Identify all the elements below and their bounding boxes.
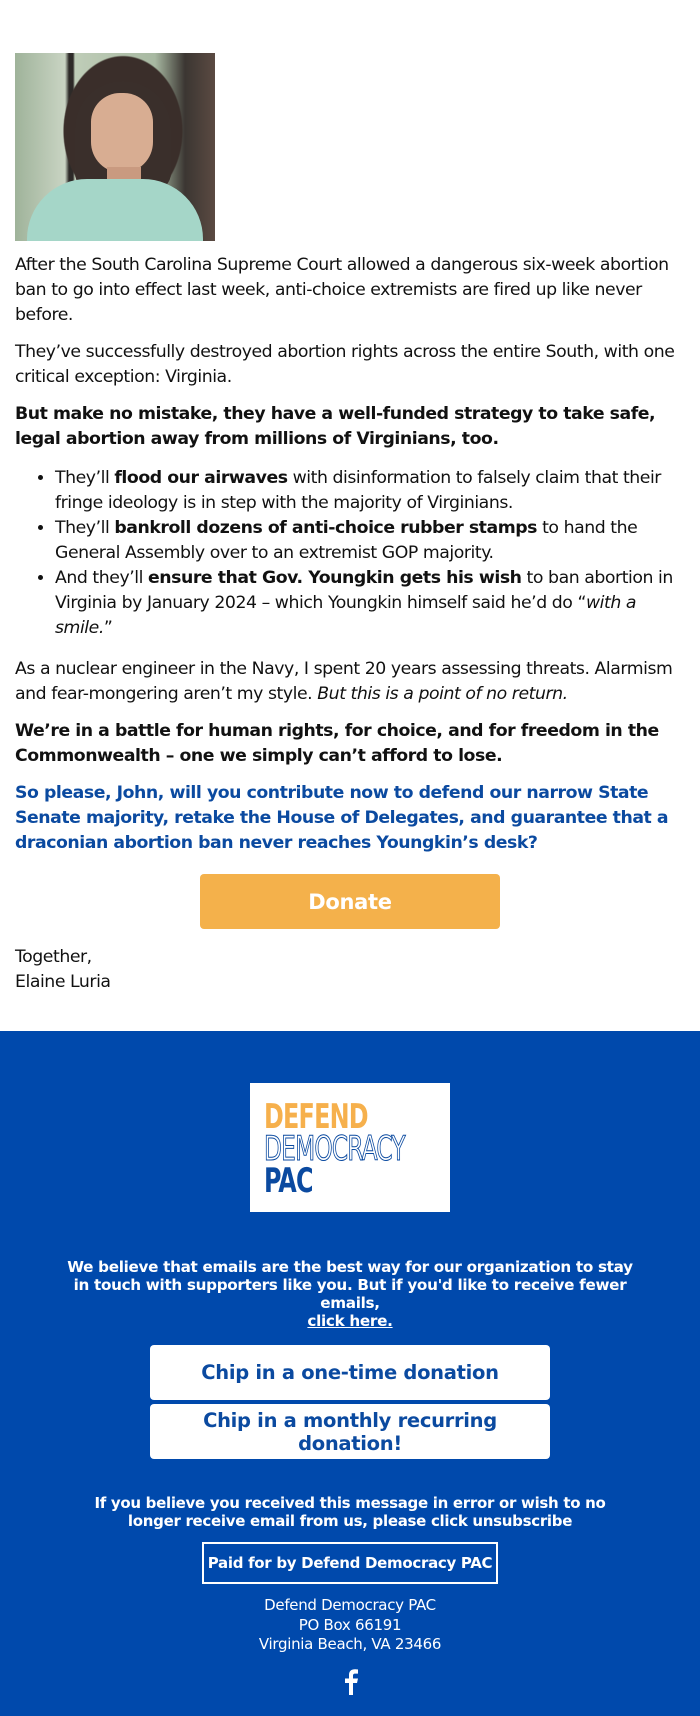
list-item: • They’ll bankroll dozens of anti-choice rubber stamps to hand the General Assembly over to an extremist GOP majority. bbox=[55, 516, 685, 566]
pac-logo: DEFEND DEMOCRACY PAC bbox=[250, 1083, 450, 1212]
facebook-icon[interactable] bbox=[340, 1669, 360, 1695]
signer-name: Elaine Luria bbox=[15, 972, 111, 992]
fewer-emails-text: We believe that emails are the best way for our organization to stay in touch with supporters like you. But if you'd like to receive fewer emails, click here. bbox=[67, 1258, 633, 1330]
paragraph-battle: We’re in a battle for human rights, for choice, and for freedom in the Commonwealth – one we simply can’t afford to lose. bbox=[15, 721, 659, 766]
footer bbox=[0, 1031, 700, 1716]
paragraph-south: They’ve successfully destroyed abortion rights across the entire South, with one critical exception: Virginia. bbox=[15, 342, 675, 387]
portrait-face bbox=[91, 93, 153, 173]
paid-for-disclaimer: Paid for by Defend Democracy PAC bbox=[202, 1542, 498, 1584]
monthly-donation-button[interactable]: Chip in a monthly recurring donation! bbox=[150, 1404, 550, 1459]
paragraph-engineer: As a nuclear engineer in the Navy, I spent 20 years assessing threats. Alarmism and fear-mongering aren’t my style. But this is a point of no return. bbox=[15, 659, 673, 704]
unsubscribe-text: If you believe you received this message in error or wish to no longer receive email from us, please click unsubscribe bbox=[94, 1494, 606, 1530]
one-time-donation-button[interactable]: Chip in a one-time donation bbox=[150, 1345, 550, 1400]
portrait-jacket bbox=[27, 179, 203, 241]
paragraph-intro: After the South Carolina Supreme Court allowed a dangerous six-week abortion ban to go into effect last week, anti-choice extremists are fired up like never before. bbox=[15, 255, 669, 325]
list-item: • They’ll flood our airwaves with disinformation to falsely claim that their fringe ideology is in step with the majority of Virginians. bbox=[55, 466, 685, 516]
donate-wrapper bbox=[15, 874, 685, 929]
mailing-address: Defend Democracy PAC PO Box 66191 Virginia Beach, VA 23466 bbox=[258, 1596, 442, 1653]
signoff-line: Together, bbox=[15, 947, 92, 967]
portrait-image bbox=[15, 53, 215, 241]
list-item: • And they’ll ensure that Gov. Youngkin gets his wish to ban abortion in Virginia by January 2024 – which Youngkin himself said he’d do “with a smile.” bbox=[55, 566, 685, 641]
fewer-emails-link[interactable]: click here. bbox=[307, 1312, 393, 1330]
paragraph-warning: But make no mistake, they have a well-funded strategy to take safe, legal abortion away from millions of Virginians, too. bbox=[15, 404, 656, 449]
threat-list bbox=[55, 466, 685, 641]
paragraph-ask: So please, John, will you contribute now to defend our narrow State Senate majority, retake the House of Delegates, and guarantee that a draconian abortion ban never reaches Youngkin’s desk? bbox=[15, 783, 669, 853]
signoff bbox=[15, 945, 685, 995]
donate-button[interactable]: Donate bbox=[200, 874, 500, 929]
